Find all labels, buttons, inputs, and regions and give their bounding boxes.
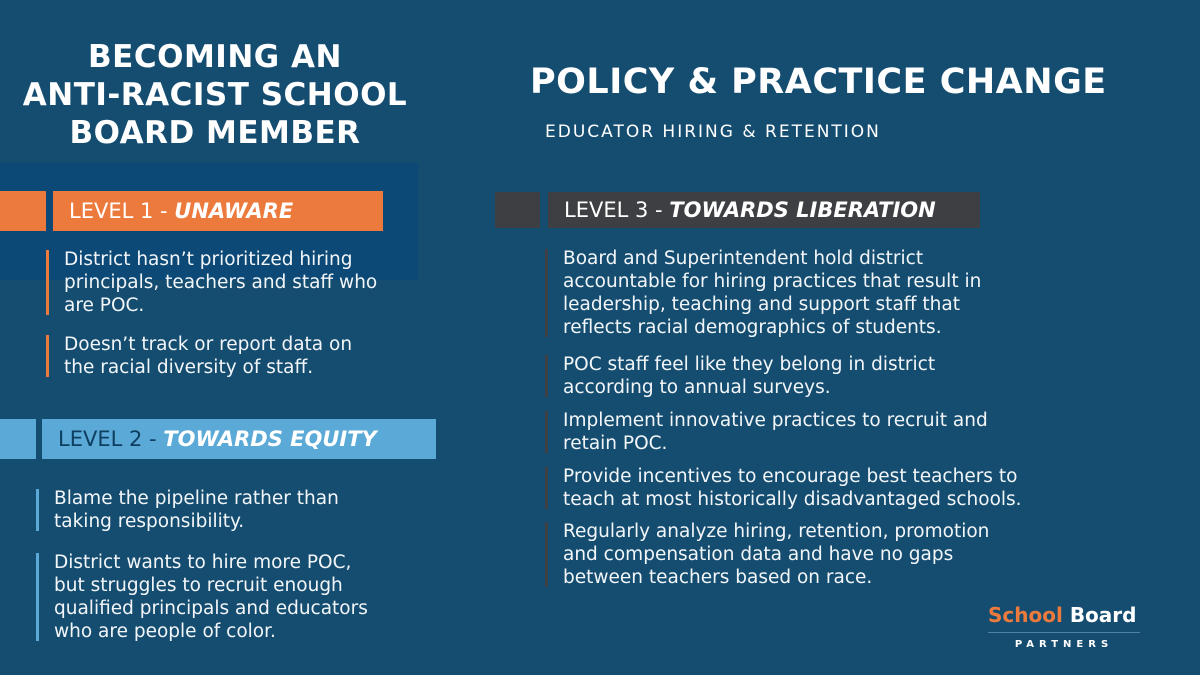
level-3-bullet-4: Provide incentives to encourage best teachers to teach at most historically disadvantaged schools. xyxy=(545,465,1045,511)
level-2-bullet-1: Blame the pipeline rather than taking responsibility. xyxy=(36,487,376,533)
right-title: POLICY & PRACTICE CHANGE xyxy=(530,62,1107,102)
level-1-label xyxy=(53,191,383,231)
left-title-line-1: BECOMING AN xyxy=(88,39,342,75)
level-3-name: TOWARDS LIBERATION xyxy=(669,198,936,222)
level-2-prefix: LEVEL 2 - xyxy=(58,427,164,451)
level-3-prefix: LEVEL 3 - xyxy=(564,198,670,222)
subtitle: EDUCATOR HIRING & RETENTION xyxy=(545,122,881,142)
level-2-accent-bar xyxy=(0,419,36,459)
left-title-line-2: ANTI-RACIST SCHOOL xyxy=(22,77,408,113)
logo-school: School xyxy=(988,603,1063,627)
level-1-prefix: LEVEL 1 - xyxy=(69,199,175,223)
left-title-line-3: BOARD MEMBER xyxy=(69,115,361,151)
level-3-bullet-5: Regularly analyze hiring, retention, promotion and compensation data and have no gaps between teachers based on race. xyxy=(545,520,1015,589)
logo-wordmark xyxy=(988,603,1148,627)
level-3-bullet-2: POC staff feel like they belong in district according to annual surveys. xyxy=(545,353,1015,399)
logo-board: Board xyxy=(1069,603,1137,627)
level-3-bullet-3: Implement innovative practices to recruit and retain POC. xyxy=(545,409,1015,455)
level-3-accent-bar xyxy=(495,192,540,228)
level-1-bullet-1: District hasn’t prioritized hiring principals, teachers and staff who are POC. xyxy=(46,248,386,317)
level-1-accent-bar xyxy=(0,191,46,231)
left-title xyxy=(20,38,410,152)
level-2-label xyxy=(42,419,436,459)
logo-partners: PARTNERS xyxy=(1014,639,1114,650)
level-1-bullet-2: Doesn’t track or report data on the racial diversity of staff. xyxy=(46,333,386,379)
school-board-partners-logo xyxy=(988,603,1148,650)
logo-divider xyxy=(988,632,1140,633)
level-1-name: UNAWARE xyxy=(174,199,294,223)
level-2-name: TOWARDS EQUITY xyxy=(163,427,377,451)
level-2-bullet-2: District wants to hire more POC, but struggles to recruit enough qualified principals and educators who are people of color. xyxy=(36,551,386,643)
level-3-label xyxy=(548,192,980,228)
level-3-bullet-1: Board and Superintendent hold district accountable for hiring practices that result in leadership, teaching and support staff that reflects racial demographics of students. xyxy=(545,247,1015,339)
